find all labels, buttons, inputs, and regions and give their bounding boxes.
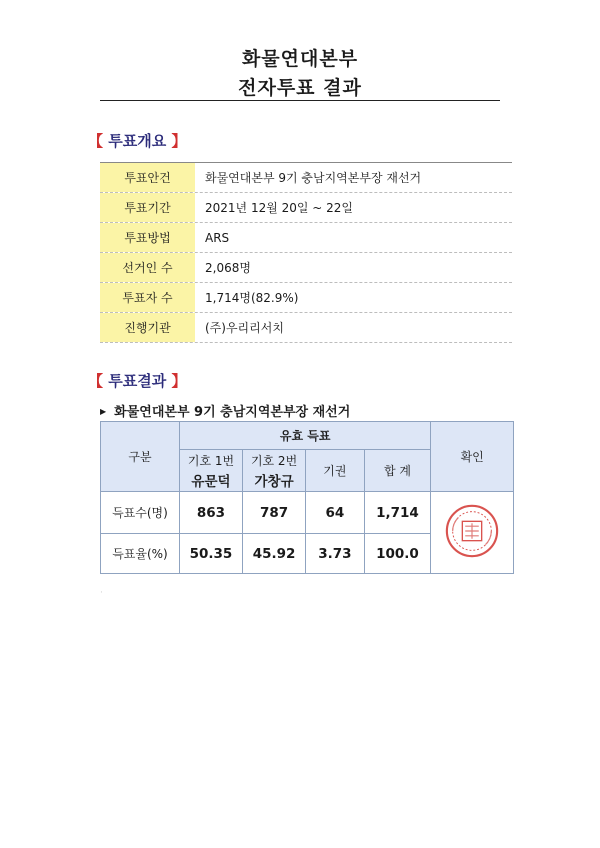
overview-label: 투표자 수 bbox=[100, 283, 195, 312]
document-title-line2: 전자투표 결과 bbox=[238, 77, 362, 99]
row-label: 득표수(명) bbox=[101, 492, 180, 534]
header-confirm: 확인 bbox=[431, 422, 514, 492]
overview-row-voters bbox=[100, 283, 512, 313]
section-heading-results: 【 투표결과 】 bbox=[88, 372, 187, 390]
cell-candidate-1: 50.35 bbox=[179, 534, 242, 574]
results-subheading: ▶ 화물연대본부 9기 충남지역본부장 재선거 bbox=[100, 405, 351, 420]
triangle-bullet-icon: ▶ bbox=[100, 407, 107, 416]
scan-speck: · bbox=[100, 588, 103, 598]
overview-label: 투표안건 bbox=[100, 163, 195, 192]
header-total: 합 계 bbox=[364, 450, 431, 492]
overview-value: 화물연대본부 9기 충남지역본부장 재선거 bbox=[205, 171, 422, 185]
overview-value: 2,068명 bbox=[205, 261, 251, 275]
cell-candidate-1: 863 bbox=[179, 492, 242, 534]
overview-label: 선거인 수 bbox=[100, 253, 195, 282]
overview-row-period bbox=[100, 193, 512, 223]
header-candidate-2: 기호 2번 가창규 bbox=[243, 450, 306, 492]
overview-row-electorate bbox=[100, 253, 512, 283]
header-candidate-1: 기호 1번 유문덕 bbox=[179, 450, 242, 492]
row-label: 득표율(%) bbox=[101, 534, 180, 574]
cell-candidate-2: 787 bbox=[243, 492, 306, 534]
document-title-line1: 화물연대본부 bbox=[241, 48, 359, 70]
section-heading-overview: 【 투표개요 】 bbox=[88, 132, 187, 150]
header-abstain: 기권 bbox=[306, 450, 365, 492]
overview-row-agenda bbox=[100, 162, 512, 193]
cell-candidate-2: 45.92 bbox=[243, 534, 306, 574]
cell-abstain: 3.73 bbox=[306, 534, 365, 574]
overview-table bbox=[100, 162, 512, 343]
overview-label: 진행기관 bbox=[100, 313, 195, 342]
overview-label: 투표방법 bbox=[100, 223, 195, 252]
overview-label: 투표기간 bbox=[100, 193, 195, 222]
official-seal-icon bbox=[443, 502, 501, 560]
overview-value: (주)우리리서치 bbox=[205, 321, 284, 335]
cell-abstain: 64 bbox=[306, 492, 365, 534]
results-table bbox=[100, 421, 514, 574]
header-category: 구분 bbox=[101, 422, 180, 492]
overview-row-agency bbox=[100, 313, 512, 343]
header-valid-votes: 유효 득표 bbox=[179, 422, 430, 450]
table-row bbox=[101, 492, 514, 534]
cell-total: 100.0 bbox=[364, 534, 431, 574]
confirm-cell bbox=[431, 492, 514, 574]
overview-value: ARS bbox=[205, 230, 230, 245]
overview-value: 2021년 12월 20일 ~ 22일 bbox=[205, 201, 354, 215]
overview-row-method bbox=[100, 223, 512, 253]
cell-total: 1,714 bbox=[364, 492, 431, 534]
overview-value: 1,714명(82.9%) bbox=[205, 291, 299, 305]
title-divider bbox=[100, 100, 500, 101]
